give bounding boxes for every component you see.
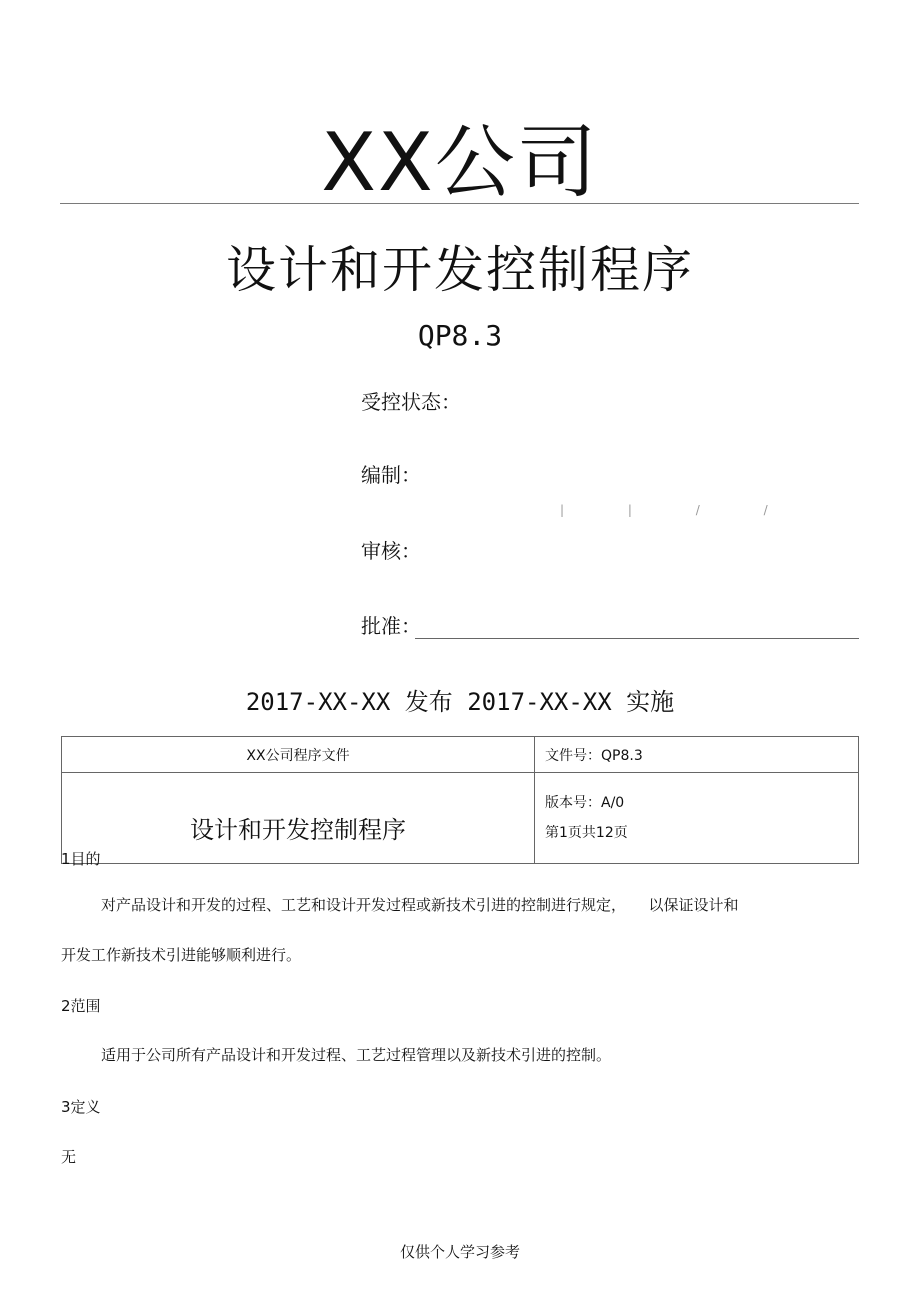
version-number: 版本号：A/0 bbox=[545, 795, 625, 811]
reviewed-by-label: 审核： bbox=[361, 539, 421, 563]
approved-by-label: 批准： bbox=[361, 614, 421, 638]
company-document-cell: XX公司程序文件 bbox=[62, 737, 535, 773]
approval-underline bbox=[415, 638, 859, 639]
section-heading-purpose: 1目的 bbox=[61, 850, 101, 868]
faint-marks: | | / / bbox=[560, 503, 798, 517]
top-divider bbox=[60, 203, 859, 204]
document-code: QP8.3 bbox=[417, 319, 503, 352]
document-header-table bbox=[61, 736, 859, 864]
version-page-cell bbox=[535, 773, 859, 864]
section-heading-definitions: 3定义 bbox=[61, 1098, 101, 1116]
section-text-scope: 适用于公司所有产品设计和开发过程、工艺过程管理以及新技术引进的控制。 bbox=[101, 1046, 612, 1064]
control-status-label: 受控状态： bbox=[361, 390, 461, 414]
section-heading-scope: 2范围 bbox=[61, 997, 101, 1015]
compiled-by-label: 编制： bbox=[361, 463, 421, 487]
footer-note: 仅供个人学习参考 bbox=[399, 1243, 520, 1261]
document-title-cell: 设计和开发控制程序 bbox=[62, 773, 535, 864]
release-dates: 2017-XX-XX 发布 2017-XX-XX 实施 bbox=[245, 688, 675, 716]
company-name: XX公司 bbox=[321, 116, 599, 209]
section-text-purpose-line2: 开发工作新技术引进能够顺利进行。 bbox=[61, 946, 302, 964]
section-text-definitions: 无 bbox=[61, 1148, 77, 1166]
page-info: 第1页共12页 bbox=[545, 825, 628, 841]
section-text-purpose-line1: 对产品设计和开发的过程、工艺和设计开发过程或新技术引进的控制进行规定， 以保证设计和 bbox=[101, 896, 739, 914]
document-title: 设计和开发控制程序 bbox=[226, 241, 694, 299]
document-number-cell: 文件号：QP8.3 bbox=[535, 737, 859, 773]
